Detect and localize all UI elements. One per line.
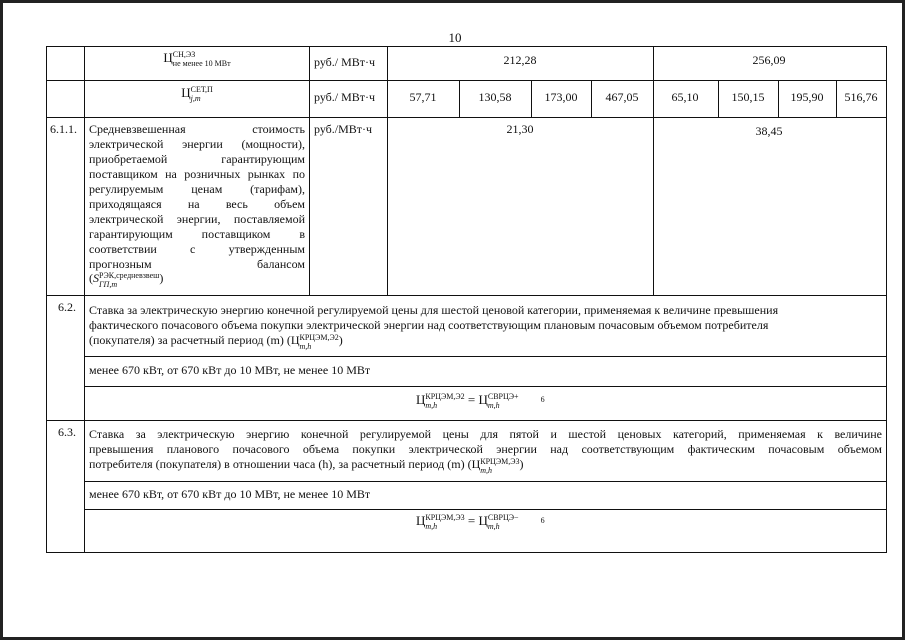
value-cell: 195,90 [790, 90, 824, 104]
value-cell: 130,58 [478, 90, 512, 104]
table-rule [46, 552, 886, 553]
table-rule [84, 356, 886, 357]
description-line: Ставка за электрическую энергию конечной регулируемой цены для шестой ценовой категории, применяемая к величине превышения [89, 303, 779, 317]
description-line: прогнозным балансом [89, 257, 305, 271]
formula-e3: Ц КРЦЭМ,Э3 m,h = Ц СВРЦЭ− m,h 6 [416, 513, 545, 531]
table-rule [46, 117, 886, 118]
row-number: 6.3. [58, 425, 76, 439]
table-rule [84, 386, 886, 387]
table-rule [387, 46, 388, 296]
table-rule [718, 80, 719, 118]
table-rule [836, 80, 837, 118]
description-line-with-symbol: (покупателя) за расчетный период (m) (Ц КРЦЭМ,Э2 m,h ) [89, 333, 343, 351]
row-number: 6.2. [58, 300, 76, 314]
table-rule [46, 46, 886, 47]
table-rule [84, 481, 886, 482]
value-cell: 65,10 [671, 90, 699, 104]
formula-e2: Ц КРЦЭМ,Э2 m,h = Ц СВРЦЭ+ m,h 6 [416, 392, 545, 410]
description-line: превышения планового почасового объема покупки электрической энергии над соответствующим фактическим почасовым объемом [89, 442, 882, 456]
value-cell: 38,45 [755, 124, 783, 138]
value-cell: 21,30 [506, 122, 534, 136]
unit-label: руб./ МВт·ч [314, 55, 376, 69]
table-rule [778, 80, 779, 118]
table-rule [46, 80, 886, 81]
table-rule [46, 46, 47, 553]
unit-label: руб./МВт·ч [314, 122, 373, 136]
description-line: Ставка за электрическую энергию конечной регулируемой цены для пятой и шестой ценовых категорий, применяемая к величине [89, 427, 882, 441]
description-line: электрической энергии, поставляемой [89, 212, 305, 226]
scan-border-left [0, 0, 3, 640]
symbol-sn-e3: Ц СН,ЭЗ не менее 10 МВт [163, 50, 231, 68]
scan-border-top [0, 0, 905, 3]
value-cell: 57,71 [409, 90, 437, 104]
formula-s-gp: (S РЭК,средневзвеш ГП,m ) [89, 271, 164, 289]
description-line: Средневзвешенная стоимость [89, 122, 305, 136]
value-cell: 212,28 [503, 53, 537, 67]
table-rule [84, 509, 886, 510]
description-line: приобретаемой гарантирующим [89, 152, 305, 166]
description-line: приходящаяся на весь объем [89, 197, 305, 211]
value-cell: 150,15 [731, 90, 765, 104]
table-rule [653, 46, 654, 296]
value-cell: 173,00 [544, 90, 578, 104]
subheading: менее 670 кВт, от 670 кВт до 10 МВт, не менее 10 МВт [89, 363, 371, 377]
description-line: электрической энергии (мощности), [89, 137, 305, 151]
description-line: гарантирующим поставщиком в [89, 227, 305, 241]
table-rule [591, 80, 592, 118]
table-rule [46, 420, 886, 421]
table-rule [886, 46, 887, 553]
subheading: менее 670 кВт, от 670 кВт до 10 МВт, не менее 10 МВт [89, 487, 371, 501]
description-line-with-symbol: потребителя (покупателя) в отношении часа (h), за расчетный период (m) (Ц КРЦЭМ,Э3 m,h ) [89, 457, 524, 475]
page-number: 10 [448, 30, 462, 45]
value-cell: 516,76 [844, 90, 878, 104]
description-line: фактического почасового объема покупки электрической энергии над соответствующим плановым почасовым объемом потребителя [89, 318, 769, 332]
description-line: регулируемым ценам (тарифам), [89, 182, 305, 196]
table-rule [46, 295, 886, 296]
value-cell: 256,09 [752, 53, 786, 67]
table-rule [531, 80, 532, 118]
table-rule [84, 46, 85, 553]
value-cell: 467,05 [605, 90, 639, 104]
description-line: соответствии с утвержденным [89, 242, 305, 256]
row-number: 6.1.1. [50, 122, 77, 136]
symbol-set-p: Ц СЕТ,П j,m [181, 85, 213, 103]
table-rule [459, 80, 460, 118]
table-rule [309, 46, 310, 296]
description-line: поставщиком на розничных рынках по [89, 167, 305, 181]
unit-label: руб./ МВт·ч [314, 90, 376, 104]
